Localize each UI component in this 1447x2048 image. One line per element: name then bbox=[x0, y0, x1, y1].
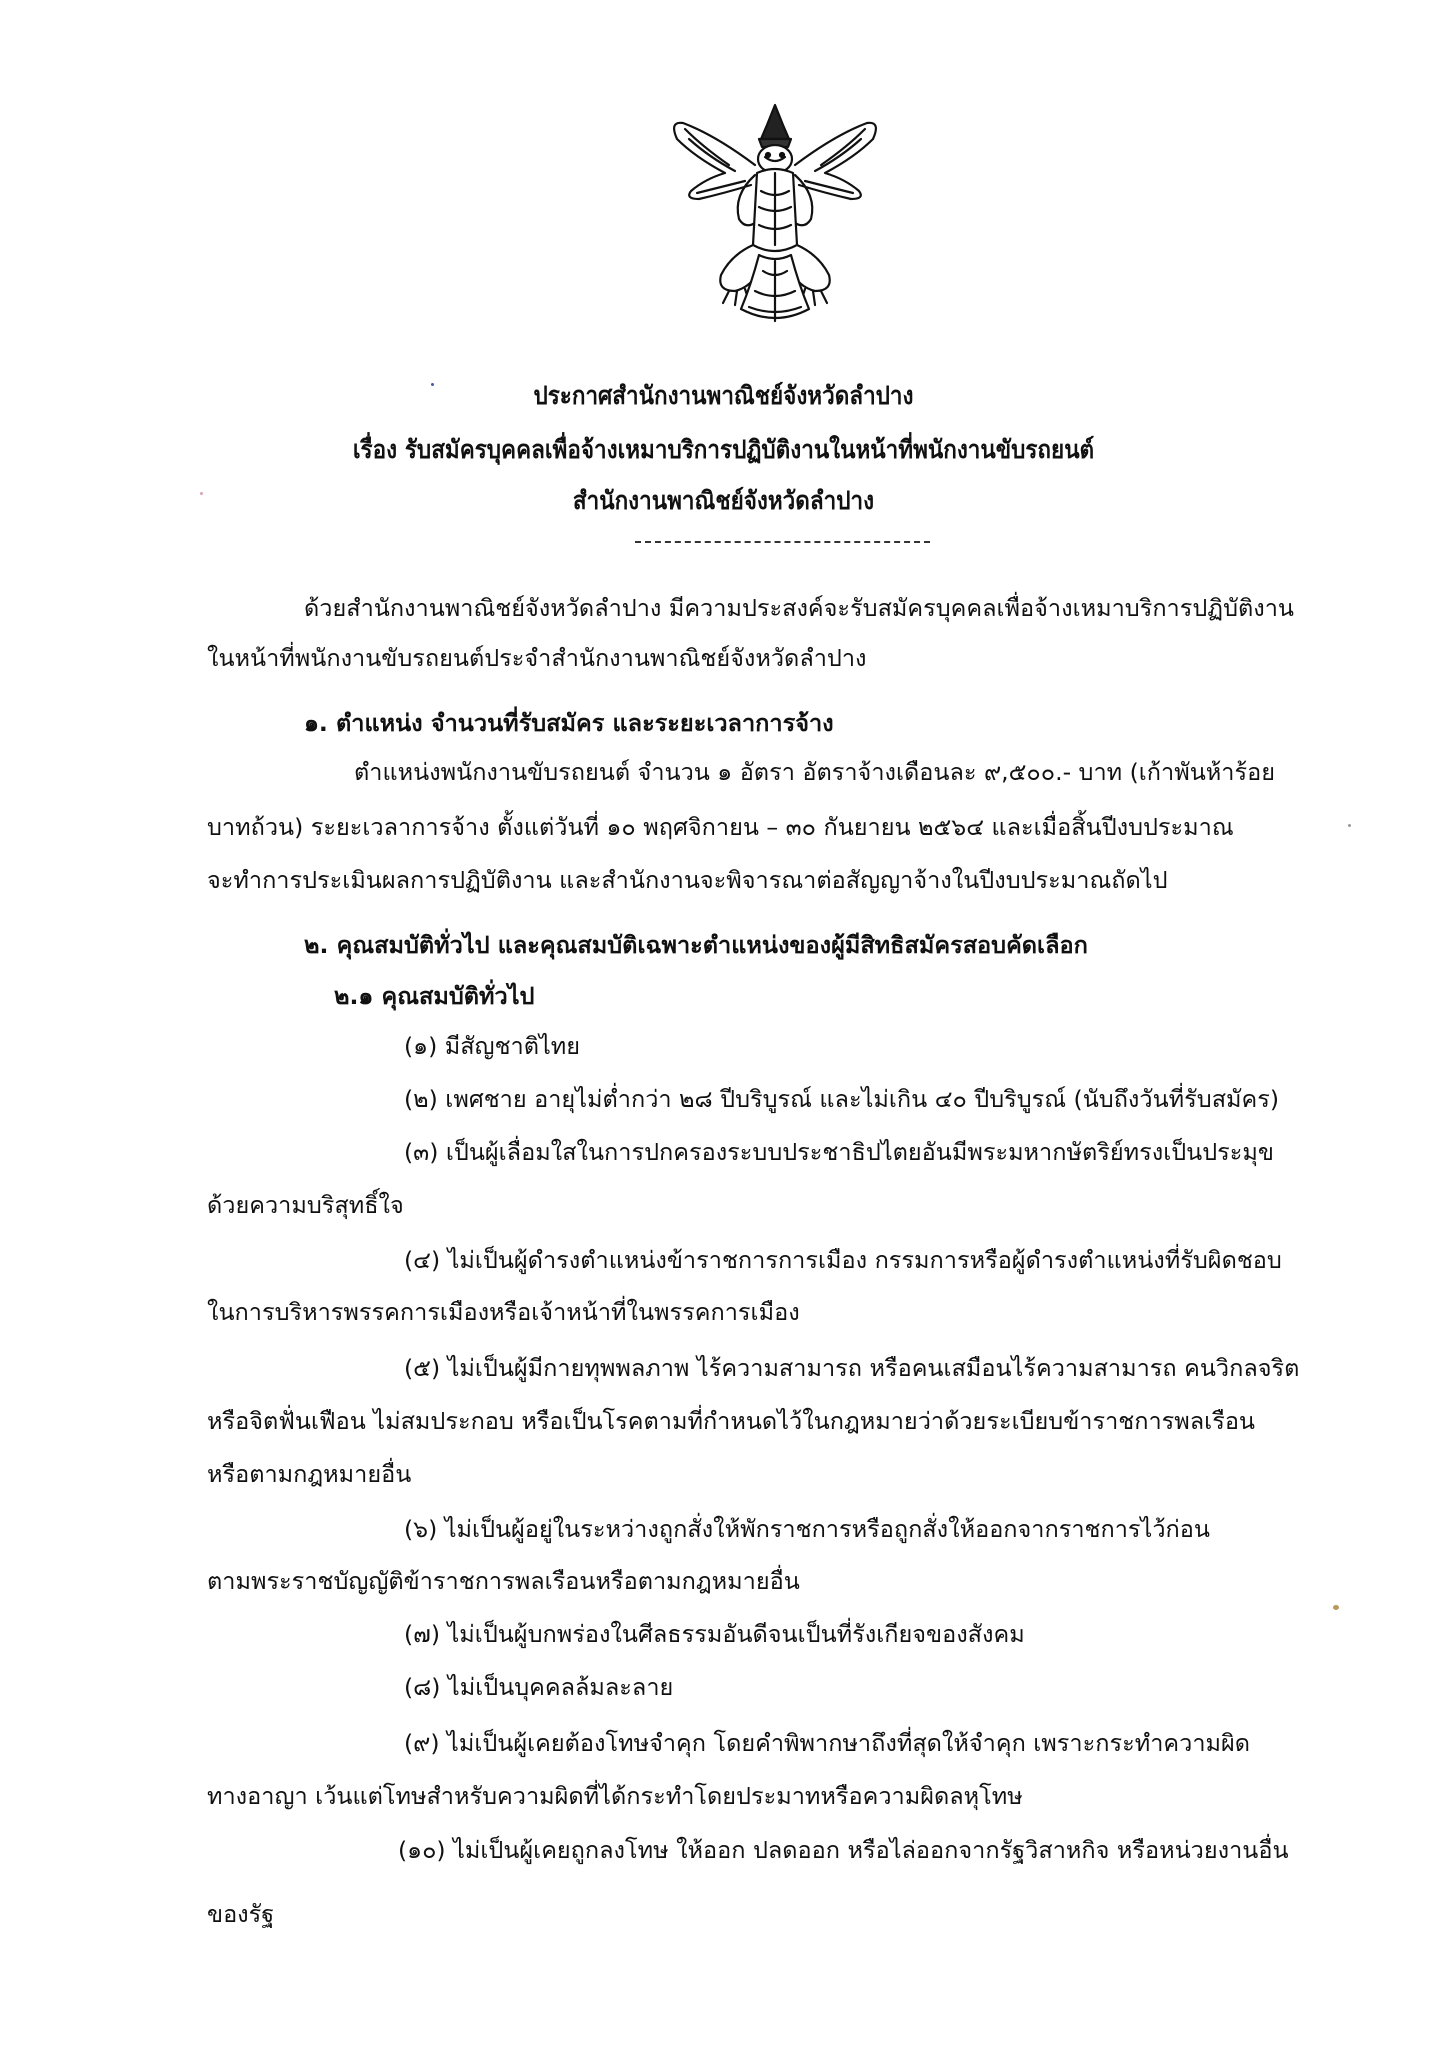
ink-speck bbox=[1348, 824, 1351, 827]
qualification-item: (๑๐) ไม่เป็นผู้เคยถูกลงโทษ ให้ออก ปลดออก หรือไล่ออกจากรัฐวิสาหกิจ หรือหน่วยงานอื่น bbox=[398, 1836, 1289, 1864]
qualification-item: (๔) ไม่เป็นผู้ดำรงตำแหน่งข้าราชการการเมือง กรรมการหรือผู้ดำรงตำแหน่งที่รับผิดชอบ bbox=[404, 1246, 1282, 1274]
header-separator bbox=[635, 541, 930, 543]
qualification-item: (๒) เพศชาย อายุไม่ต่ำกว่า ๒๘ ปีบริบูรณ์ และไม่เกิน ๔๐ ปีบริบูรณ์ (นับถึงวันที่รับสมัคร) bbox=[404, 1085, 1280, 1113]
section-1-line: ตำแหน่งพนักงานขับรถยนต์ จำนวน ๑ อัตรา อัตราจ้างเดือนละ ๙,๕๐๐.- บาท (เก้าพันห้าร้อย bbox=[354, 758, 1275, 786]
announcement-office: สำนักงานพาณิชย์จังหวัดลำปาง bbox=[572, 486, 875, 515]
section-2-heading: ๒. คุณสมบัติทั่วไป และคุณสมบัติเฉพาะตำแหน่งของผู้มีสิทธิสมัครสอบคัดเลือก bbox=[304, 931, 1088, 959]
garuda-emblem-icon bbox=[655, 95, 895, 335]
qualification-item-cont: ด้วยความบริสุทธิ์ใจ bbox=[207, 1191, 404, 1219]
qualification-item-cont: ของรัฐ bbox=[207, 1900, 275, 1928]
qualification-item-cont: ในการบริหารพรรคการเมืองหรือเจ้าหน้าที่ในพรรคการเมือง bbox=[207, 1298, 800, 1326]
announcement-title: ประกาศสำนักงานพาณิชย์จังหวัดลำปาง bbox=[533, 381, 914, 410]
qualification-item-cont: ตามพระราชบัญญัติข้าราชการพลเรือนหรือตามกฎหมายอื่น bbox=[207, 1567, 800, 1595]
qualification-item: (๓) เป็นผู้เลื่อมใสในการปกครองระบบประชาธิปไตยอันมีพระมหากษัตริย์ทรงเป็นประมุข bbox=[404, 1138, 1274, 1166]
ink-speck bbox=[1333, 1605, 1339, 1610]
section-1-line: จะทำการประเมินผลการปฏิบัติงาน และสำนักงานจะพิจารณาต่อสัญญาจ้างในปีงบประมาณถัดไป bbox=[207, 866, 1168, 894]
qualification-item: (๕) ไม่เป็นผู้มีกายทุพพลภาพ ไร้ความสามารถ หรือคนเสมือนไร้ความสามารถ คนวิกลจริต bbox=[404, 1354, 1300, 1382]
qualification-item: (๑) มีสัญชาติไทย bbox=[404, 1032, 581, 1060]
intro-line: ด้วยสำนักงานพาณิชย์จังหวัดลำปาง มีความประสงค์จะรับสมัครบุคคลเพื่อจ้างเหมาบริการปฏิบัติงาน bbox=[304, 594, 1294, 622]
qualification-item: (๘) ไม่เป็นบุคคลล้มละลาย bbox=[404, 1673, 674, 1701]
section-1-heading: ๑. ตำแหน่ง จำนวนที่รับสมัคร และระยะเวลาการจ้าง bbox=[304, 709, 834, 737]
announcement-subject: เรื่อง รับสมัครบุคคลเพื่อจ้างเหมาบริการปฏิบัติงานในหน้าที่พนักงานขับรถยนต์ bbox=[352, 435, 1095, 464]
intro-line: ในหน้าที่พนักงานขับรถยนต์ประจำสำนักงานพาณิชย์จังหวัดลำปาง bbox=[207, 644, 867, 672]
qualification-item: (๖) ไม่เป็นผู้อยู่ในระหว่างถูกสั่งให้พักราชการหรือถูกสั่งให้ออกจากราชการไว้ก่อน bbox=[404, 1515, 1210, 1543]
qualification-item-cont: หรือตามกฎหมายอื่น bbox=[207, 1460, 412, 1488]
qualification-item: (๗) ไม่เป็นผู้บกพร่องในศีลธรรมอันดีจนเป็นที่รังเกียจของสังคม bbox=[404, 1620, 1025, 1648]
section-2-1-heading: ๒.๑ คุณสมบัติทั่วไป bbox=[334, 982, 535, 1010]
qualification-item-cont: หรือจิตฟั่นเฟือน ไม่สมประกอบ หรือเป็นโรคตามที่กำหนดไว้ในกฎหมายว่าด้วยระเบียบข้าราชการพลเรือน bbox=[207, 1407, 1255, 1435]
qualification-item: (๙) ไม่เป็นผู้เคยต้องโทษจำคุก โดยคำพิพากษาถึงที่สุดให้จำคุก เพราะกระทำความผิด bbox=[404, 1729, 1251, 1757]
qualification-item-cont: ทางอาญา เว้นแต่โทษสำหรับความผิดที่ได้กระทำโดยประมาทหรือความผิดลหุโทษ bbox=[207, 1782, 1023, 1810]
section-1-line: บาทถ้วน) ระยะเวลาการจ้าง ตั้งแต่วันที่ ๑๐ พฤศจิกายน – ๓๐ กันยายน ๒๕๖๔ และเมื่อสิ้นปีงบประมาณ bbox=[207, 813, 1234, 841]
